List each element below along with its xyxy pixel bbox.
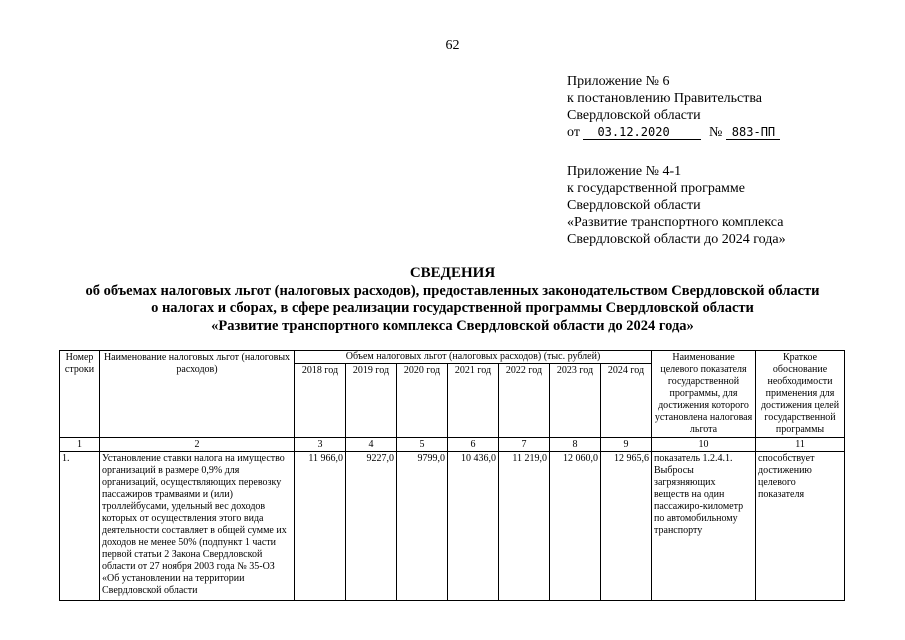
page-number: 62: [445, 38, 460, 53]
document-title: [0, 265, 905, 335]
header-volume-group: Объем налоговых льгот (налоговых расходов) (тыс. рублей): [295, 351, 652, 364]
header-justification: Краткое обоснование необходимости применения для достижения целей государственной программы: [756, 351, 845, 438]
column-number: 6: [448, 438, 499, 452]
header-year: 2023 год: [550, 364, 601, 438]
column-number: 4: [346, 438, 397, 452]
header-year: 2021 год: [448, 364, 499, 438]
tax-benefits-table: [59, 350, 845, 601]
annex-4-1-title: Приложение № 4-1: [567, 164, 682, 179]
header-target-indicator: Наименование целевого показателя государственной программы, для достижения которого установлена налоговая льгота: [652, 351, 756, 438]
header-year: 2019 год: [346, 364, 397, 438]
volume-value: 12 965,6: [601, 452, 652, 601]
annex-4-1-header: [567, 163, 786, 248]
header-year: 2022 год: [499, 364, 550, 438]
volume-value: 9799,0: [397, 452, 448, 601]
annex-6-date-line: [567, 124, 780, 141]
column-number: 9: [601, 438, 652, 452]
date-prefix: от: [567, 125, 580, 140]
resolution-number: 883-ПП: [726, 126, 780, 140]
column-number: 5: [397, 438, 448, 452]
column-number: 3: [295, 438, 346, 452]
annex-4-1-line: Свердловской области до 2024 года»: [567, 232, 786, 247]
header-year: 2018 год: [295, 364, 346, 438]
annex-4-1-line: «Развитие транспортного комплекса: [567, 215, 784, 230]
volume-value: 11 966,0: [295, 452, 346, 601]
column-number-row: [60, 438, 845, 452]
volume-value: 9227,0: [346, 452, 397, 601]
column-number: 10: [652, 438, 756, 452]
annex-6-line: к постановлению Правительства: [567, 91, 763, 106]
annex-4-1-line: к государственной программе: [567, 181, 745, 196]
title-main: СВЕДЕНИЯ: [409, 265, 496, 281]
table-row: [60, 452, 845, 601]
column-number: 1: [60, 438, 100, 452]
title-line: об объемах налоговых льгот (налоговых расходов), предоставленных законодательством Свердловской области: [85, 282, 820, 299]
header-benefit-name: Наименование налоговых льгот (налоговых расходов): [100, 351, 295, 438]
title-line: о налогах и сборах, в сфере реализации государственной программы Свердловской области: [151, 300, 754, 316]
annex-6-header: [567, 73, 780, 141]
volume-value: 10 436,0: [448, 452, 499, 601]
column-number: 2: [100, 438, 295, 452]
justification: способствует достижению целевого показателя: [756, 452, 845, 601]
title-line: «Развитие транспортного комплекса Свердловской области до 2024 года»: [211, 317, 694, 334]
header-year: 2024 год: [601, 364, 652, 438]
column-number: 8: [550, 438, 601, 452]
row-number: 1.: [60, 452, 100, 601]
benefit-name: Установление ставки налога на имущество организаций в размере 0,9% для организаций, осуществляющих перевозку пассажиров трамваями и (или) троллейбусами, удельный вес доходов которых от осуществления этого вида деятельности составляет в общей сумме их доходов не менее 50% (подпункт 1 части первой статьи 2 Закона Свердловской области от 27 ноября 2003 года № 35-ОЗ «Об установлении на территории Свердловской области: [100, 452, 295, 601]
column-number: 7: [499, 438, 550, 452]
number-prefix: №: [708, 125, 723, 140]
volume-value: 11 219,0: [499, 452, 550, 601]
header-row-number: Номер строки: [60, 351, 100, 438]
column-number: 11: [756, 438, 845, 452]
annex-6-line: Свердловской области: [567, 108, 701, 123]
resolution-date: 03.12.2020: [583, 126, 701, 140]
volume-value: 12 060,0: [550, 452, 601, 601]
target-indicator: показатель 1.2.4.1. Выбросы загрязняющих веществ на один пассажиро-километр по автомобильному транспорту: [652, 452, 756, 601]
annex-4-1-line: Свердловской области: [567, 198, 701, 213]
header-year: 2020 год: [397, 364, 448, 438]
annex-6-title: Приложение № 6: [567, 74, 670, 89]
